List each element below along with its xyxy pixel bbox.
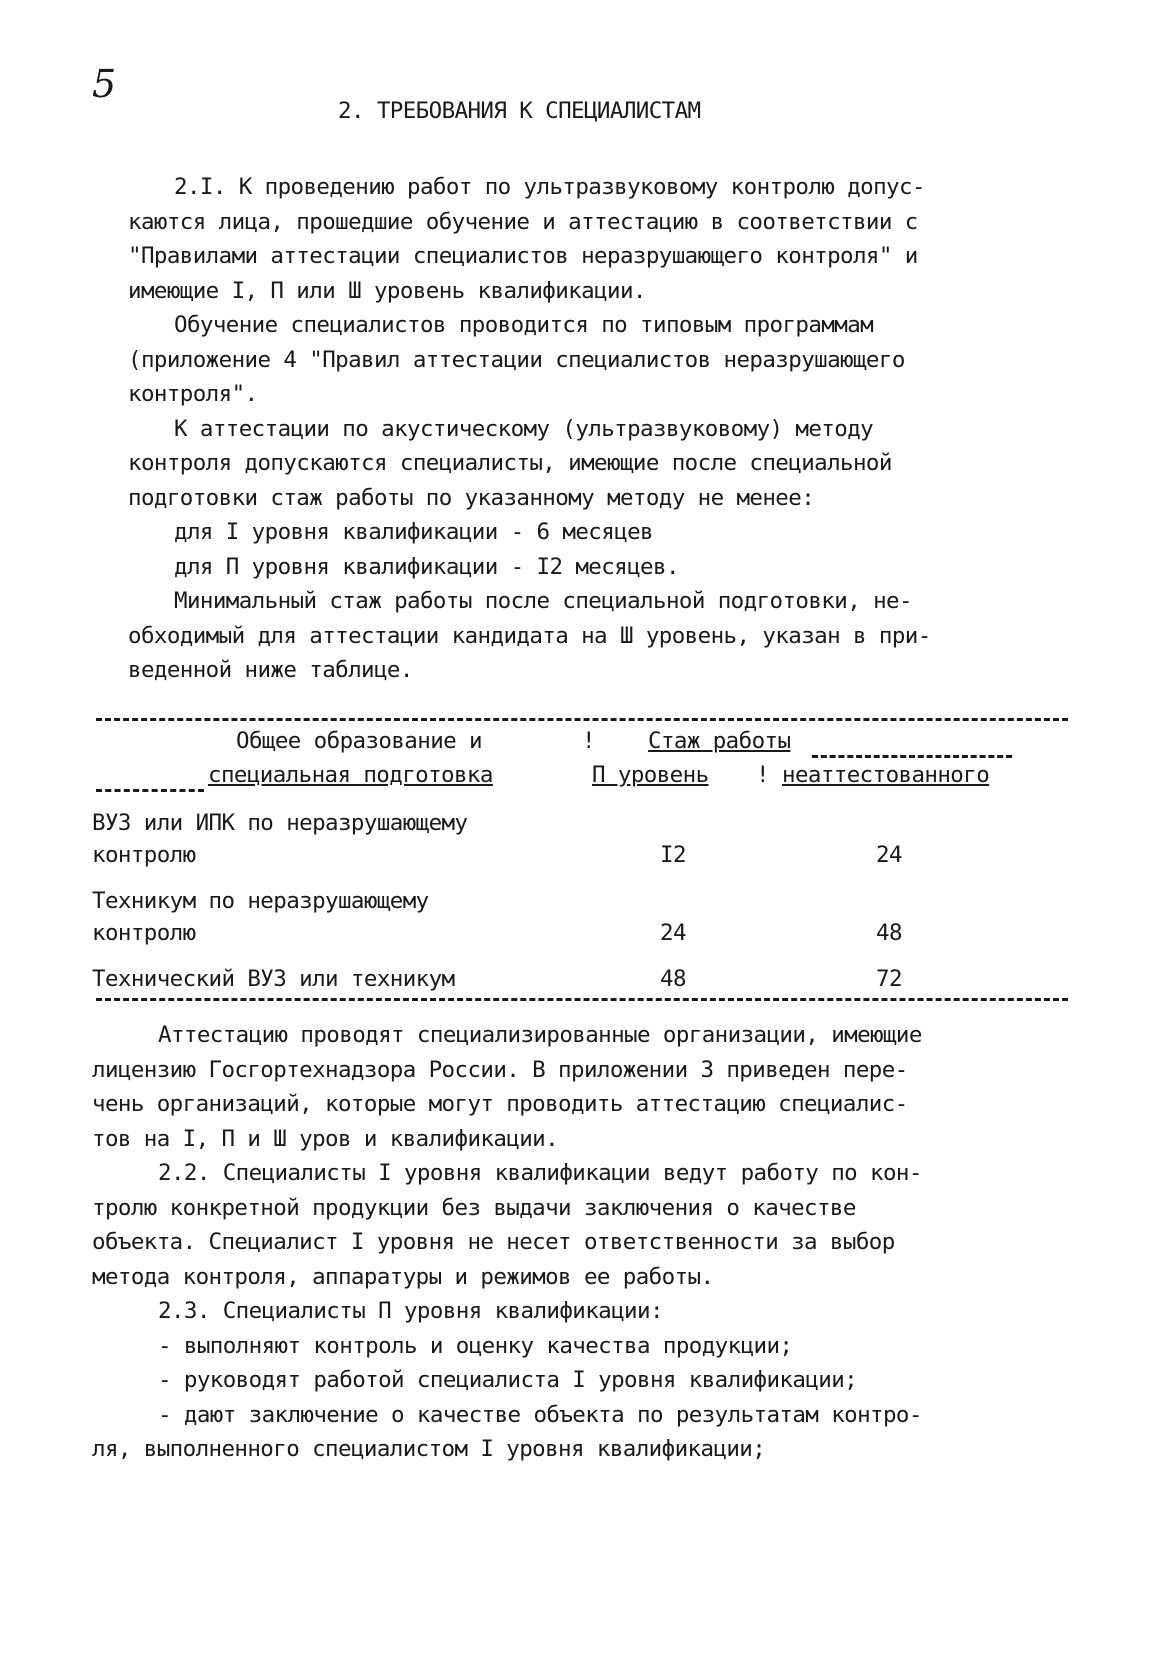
table-header-education-line2: специальная подготовка (208, 762, 493, 788)
text-line: контроля допускаются специалисты, имеющие после специальной (128, 450, 892, 476)
text-line: объекта. Специалист I уровня не несет ответственности за выбор (92, 1229, 895, 1255)
table-cell-level-2: 48 (660, 966, 686, 992)
table-row-label: Техникум по неразрушающему (92, 888, 429, 914)
text-line: подготовки стаж работы по указанному методу не менее: (128, 484, 815, 511)
table-header-education-line1: Общее образование и (236, 728, 482, 754)
table-row-label: Технический ВУЗ или техникум (92, 966, 455, 992)
table-header-rule-right (812, 755, 1012, 758)
text-line: К аттестации по акустическому (ультразвуковому) методу (174, 415, 874, 442)
table-row-label: контролю (92, 920, 196, 946)
text-line: контроля". (128, 381, 258, 407)
text-line: - выполняют контроль и оценку качества продукции; (158, 1332, 793, 1359)
table-top-rule (96, 718, 1068, 721)
table-cell-unattested: 48 (876, 920, 902, 946)
table-cell-level-2: I2 (660, 842, 686, 868)
text-line: - дают заключение о качестве объекта по результатам контро- (158, 1401, 922, 1428)
text-line: тов на I, П и Ш уров и квалификации. (92, 1125, 559, 1152)
text-line: 2.3. Специалисты П уровня квалификации: (158, 1298, 663, 1324)
text-line: ля, выполненного специалистом I уровня квалификации; (92, 1436, 766, 1462)
table-header-rule-left (96, 789, 204, 792)
table-row-label: контролю (92, 842, 196, 868)
text-line: Аттестацию проводят специализированные организации, имеющие (158, 1022, 922, 1048)
text-line: для I уровня квалификации - 6 месяцев (174, 519, 654, 545)
text-line: "Правилами аттестации специалистов неразрушающего контроля" и (128, 243, 918, 269)
table-header-unattested: неаттестованного (782, 762, 990, 788)
text-line: веденной ниже таблице. (128, 657, 413, 683)
text-line: лицензию Госгортехнадзора России. В приложении 3 приведен пере- (92, 1056, 908, 1083)
page-number: 5 (92, 62, 117, 106)
table-cell-unattested: 24 (876, 842, 902, 868)
text-line: тролю конкретной продукции без выдачи заключения о качестве (92, 1194, 856, 1221)
table-cell-unattested: 72 (876, 966, 902, 992)
text-line: для П уровня квалификации - I2 месяцев. (174, 553, 679, 580)
text-line: (приложение 4 "Правил аттестации специалистов неразрушающего (128, 346, 905, 373)
text-line: 2.I. К проведению работ по ультразвуковому контролю допус- (174, 174, 925, 200)
text-line: чень организаций, которые могут проводить аттестацию специалис- (92, 1091, 908, 1117)
text-line: каются лица, прошедшие обучение и аттестацию в соответствии с (128, 208, 918, 235)
table-bottom-rule (96, 998, 1068, 1001)
section-heading: 2. ТРЕБОВАНИЯ К СПЕЦИАЛИСТАМ (338, 98, 701, 124)
text-line: Минимальный стаж работы после специальной подготовки, не- (174, 588, 912, 614)
text-line: обходимый для аттестации кандидата на Ш уровень, указан в при- (128, 622, 931, 649)
text-line: - руководят работой специалиста I уровня квалификации; (158, 1367, 858, 1393)
text-line: метода контроля, аппаратуры и режимов ее работы. (92, 1263, 714, 1290)
text-line: 2.2. Специалисты I уровня квалификации ведут работу по кон- (158, 1160, 922, 1186)
table-header-level-2: П уровень (592, 762, 709, 788)
table-header-experience: Стаж работы (648, 728, 791, 754)
table-cell-level-2: 24 (660, 920, 686, 946)
text-line: Обучение специалистов проводится по типовым программам (174, 312, 874, 338)
table-header-separator: ! (582, 728, 595, 754)
table-row-label: ВУЗ или ИПК по неразрушающему (92, 810, 468, 836)
text-line: имеющие I, П или Ш уровень квалификации. (128, 277, 646, 304)
section-2-1-text (128, 170, 1048, 688)
after-table-text (92, 1018, 1052, 1467)
table-header-separator: ! (756, 762, 769, 788)
